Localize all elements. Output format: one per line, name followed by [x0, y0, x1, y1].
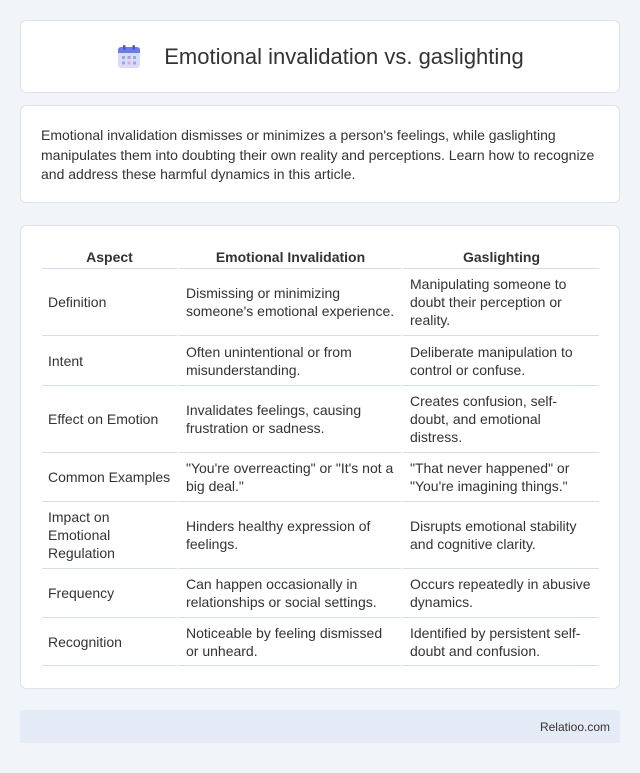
table-row — [42, 452, 599, 501]
table-row — [42, 269, 599, 335]
aspect-cell: Impact on Emotional Regulation — [42, 501, 177, 568]
title-card — [20, 20, 620, 93]
intro-text: Emotional invalidation dismisses or minimizes a person's feelings, while gaslighting manipulates them into doubting their own reality and perceptions. Learn how to recognize and address these harmful dynamics in this article. — [41, 127, 595, 182]
page-title: Emotional invalidation vs. gaslighting — [164, 43, 524, 69]
aspect-cell: Definition — [48, 294, 107, 310]
table-row — [42, 501, 599, 568]
gaslighting-cell: Manipulating someone to doubt their perception or reality. — [401, 269, 599, 335]
invalidation-cell: Invalidates feelings, causing frustration or sadness. — [177, 385, 401, 452]
gaslighting-cell: Disrupts emotional stability and cognitive clarity. — [401, 501, 599, 568]
gaslighting-cell: Identified by persistent self-doubt and confusion. — [401, 617, 599, 666]
table-header-row — [42, 246, 599, 269]
invalidation-cell: Noticeable by feeling dismissed or unheard. — [177, 617, 401, 666]
aspect-cell: Common Examples — [42, 452, 177, 501]
gaslighting-cell: Deliberate manipulation to control or confuse. — [401, 335, 599, 385]
table-row — [42, 568, 599, 617]
header-emotional-invalidation: Emotional Invalidation — [177, 246, 401, 269]
header-gaslighting: Gaslighting — [401, 246, 599, 269]
gaslighting-cell: "That never happened" or "You're imagining things." — [401, 452, 599, 501]
intro-card — [20, 105, 620, 203]
table-row — [42, 617, 599, 666]
aspect-cell: Frequency — [42, 568, 177, 617]
invalidation-cell: Dismissing or minimizing someone's emotional experience. — [177, 269, 401, 335]
header-aspect: Aspect — [42, 246, 177, 269]
comparison-card — [20, 225, 620, 689]
footer-brand[interactable]: Relatioo.com — [539, 719, 610, 734]
aspect-cell: Intent — [42, 335, 177, 385]
footer — [20, 710, 620, 743]
comparison-table — [42, 246, 599, 666]
table-row — [42, 335, 599, 385]
calendar-icon — [116, 44, 142, 70]
aspect-cell: Recognition — [42, 617, 177, 666]
gaslighting-cell: Creates confusion, self-doubt, and emotional distress. — [401, 385, 599, 452]
gaslighting-cell: Occurs repeatedly in abusive dynamics. — [401, 568, 599, 617]
title-wrap — [116, 44, 524, 70]
invalidation-cell: "You're overreacting" or "It's not a big deal." — [177, 452, 401, 501]
aspect-cell: Effect on Emotion — [42, 385, 177, 452]
invalidation-cell: Hinders healthy expression of feelings. — [177, 501, 401, 568]
table-row — [42, 385, 599, 452]
invalidation-cell: Often unintentional or from misunderstanding. — [177, 335, 401, 385]
invalidation-cell: Can happen occasionally in relationships or social settings. — [177, 568, 401, 617]
